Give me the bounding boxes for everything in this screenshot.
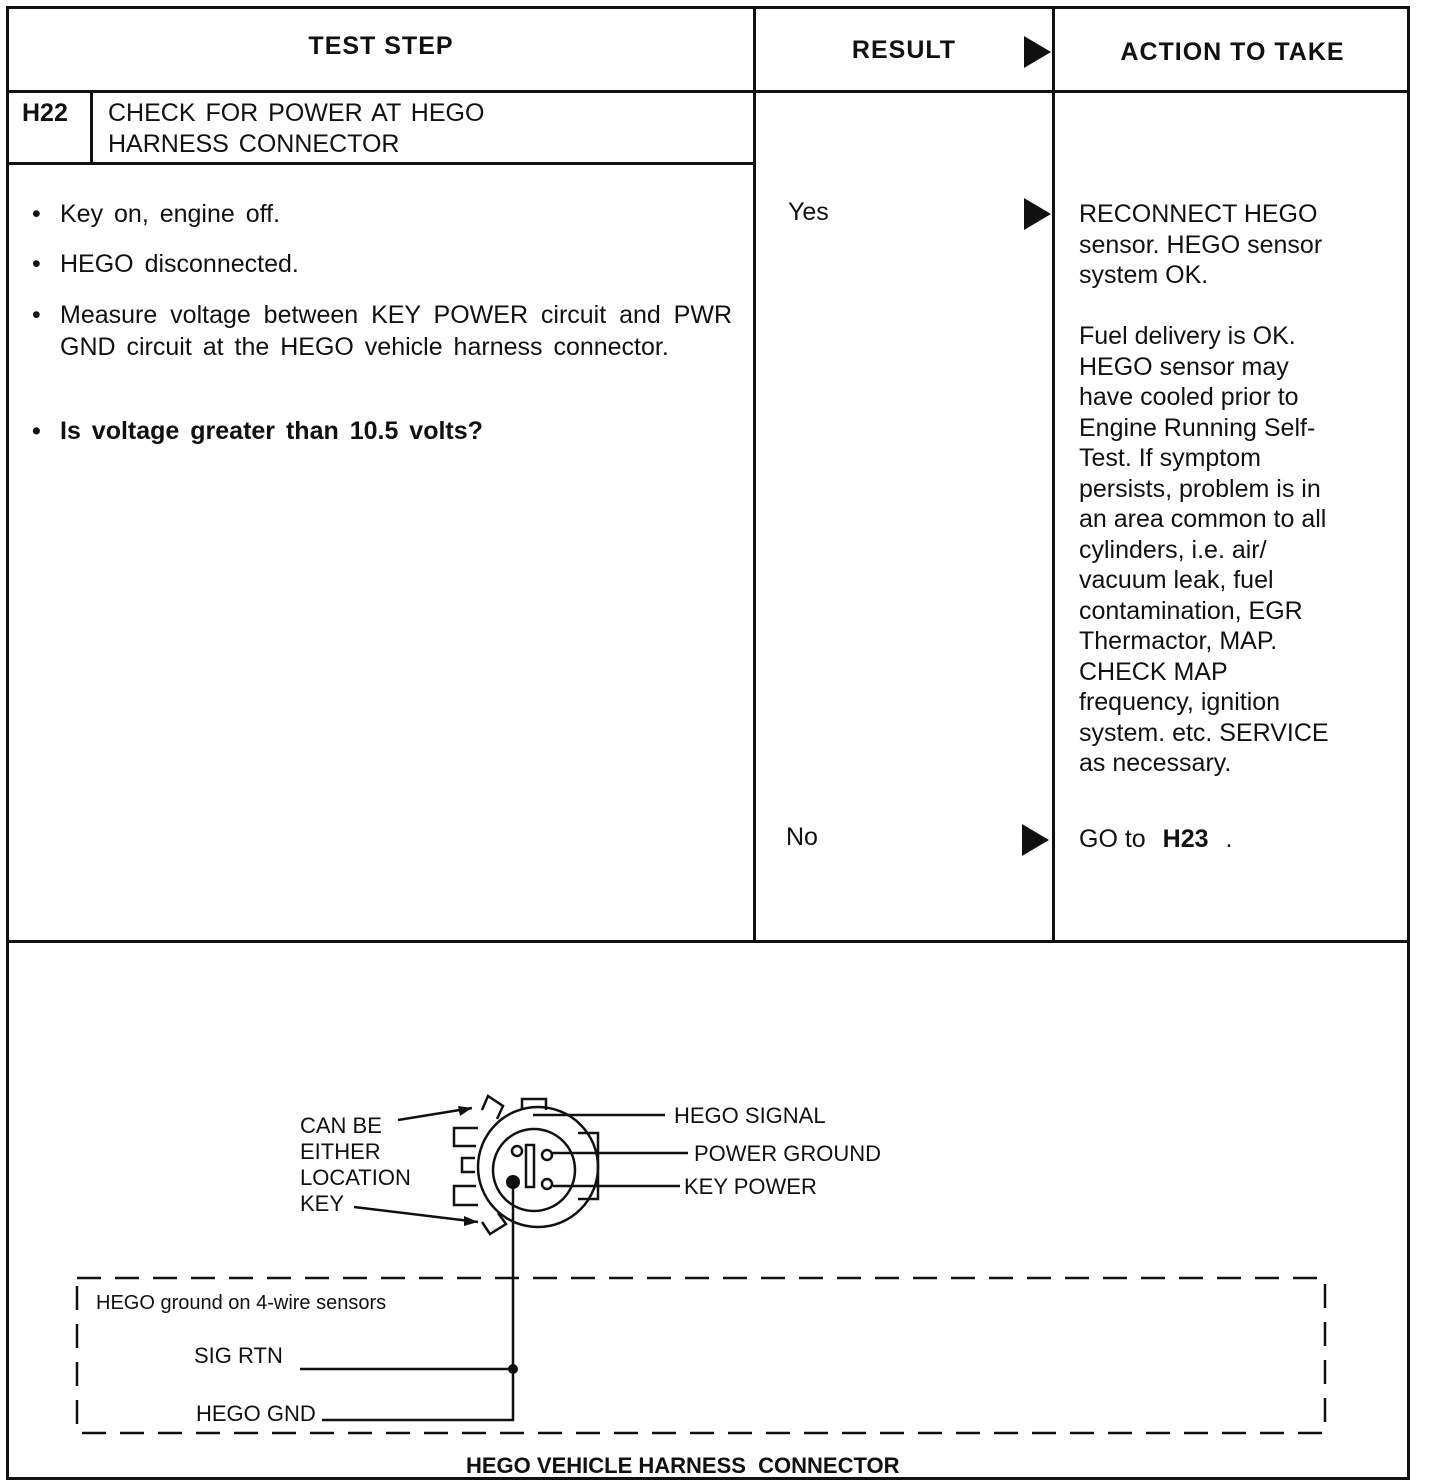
bullet-text: Key on, engine off.: [60, 200, 281, 228]
result-no: No: [786, 823, 818, 851]
divider: [1052, 6, 1055, 943]
bullet-item: [32, 198, 732, 230]
divider: [753, 6, 756, 943]
step-id: H22: [22, 99, 68, 127]
note-line: CHECK MAP: [1079, 657, 1228, 686]
diagram-caption: HEGO VEHICLE HARNESS CONNECTOR: [466, 1453, 900, 1478]
divider: [90, 90, 93, 165]
bullet-item: [32, 299, 732, 363]
bullet-icon: •: [32, 250, 41, 278]
divider: [6, 940, 1410, 943]
note-line: cylinders, i.e. air/: [1079, 535, 1267, 564]
key-label-line: EITHER: [300, 1139, 381, 1164]
step-title-line2: HARNESS CONNECTOR: [108, 130, 400, 158]
header-test-step: TEST STEP: [308, 32, 454, 60]
bullet-icon: •: [32, 200, 41, 228]
result-yes: Yes: [788, 198, 829, 226]
note-line: frequency, ignition: [1079, 688, 1281, 716]
header-action: ACTION TO TAKE: [1120, 38, 1345, 66]
note-line: an area common to all: [1079, 505, 1327, 533]
note-line: Engine Running Self-: [1079, 413, 1316, 442]
action-line: RECONNECT HEGO: [1079, 200, 1318, 228]
action-yes: [1079, 199, 1322, 291]
action-no-suffix: .: [1225, 825, 1233, 853]
note-line: Thermactor, MAP.: [1079, 627, 1278, 655]
key-label-line: CAN BE: [300, 1113, 382, 1138]
sig-rtn-label: SIG RTN: [194, 1343, 283, 1368]
note-line: Fuel delivery is OK.: [1079, 322, 1296, 350]
key-label-line: KEY: [300, 1191, 345, 1216]
arrow-icon: [1022, 824, 1049, 856]
bullet-icon: •: [32, 301, 41, 329]
action-line: system OK.: [1079, 261, 1209, 289]
header-result: RESULT: [851, 36, 957, 64]
hego-signal-label: HEGO SIGNAL: [674, 1103, 826, 1128]
note-line: persists, problem is in: [1079, 474, 1321, 503]
action-line: sensor. HEGO sensor: [1079, 230, 1323, 259]
note-line: Test. If symptom: [1079, 444, 1261, 472]
action-note: [1079, 321, 1329, 779]
note-line: HEGO sensor may: [1079, 352, 1289, 381]
note-line: vacuum leak, fuel: [1079, 566, 1274, 594]
action-no: [1079, 824, 1232, 855]
power-ground-label: POWER GROUND: [694, 1141, 881, 1166]
key-power-label: KEY POWER: [684, 1174, 817, 1199]
note-line: system. etc. SERVICE: [1079, 718, 1329, 747]
key-label-line: LOCATION: [300, 1165, 411, 1190]
bullet-text: HEGO disconnected.: [60, 250, 299, 278]
bullet-item: [32, 415, 732, 447]
divider: [6, 162, 756, 165]
note-line: contamination, EGR: [1079, 596, 1303, 625]
key-location-label: [300, 1113, 411, 1217]
arrow-icon: [1024, 198, 1051, 230]
action-no-prefix: GO to: [1079, 825, 1146, 853]
arrow-icon: [1024, 36, 1051, 68]
step-reference: H23: [1162, 825, 1209, 853]
bullet-question: Is voltage greater than 10.5 volts?: [60, 417, 483, 445]
bullet-item: [32, 248, 732, 280]
divider: [6, 90, 1410, 93]
note-line: as necessary.: [1079, 749, 1232, 777]
bullet-icon: •: [32, 417, 41, 445]
step-title-line1: CHECK FOR POWER AT HEGO: [108, 99, 485, 127]
bullet-text: Measure voltage between KEY POWER circuit and PWR GND circuit at the HEGO vehicle harness connector.: [60, 301, 732, 361]
box-note: HEGO ground on 4-wire sensors: [96, 1292, 387, 1314]
note-line: have cooled prior to: [1079, 383, 1299, 411]
hego-gnd-label: HEGO GND: [196, 1401, 316, 1426]
